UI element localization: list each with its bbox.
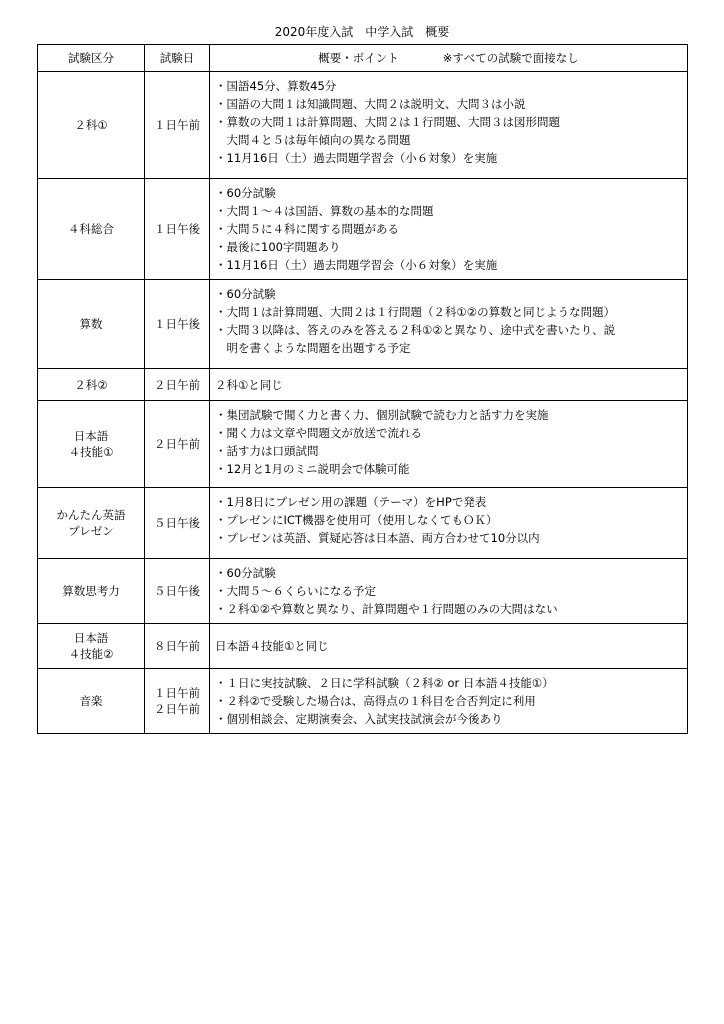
- header-date: 試験日: [145, 45, 210, 72]
- exam-date: [145, 624, 210, 669]
- header-interview-note: ※すべての試験で面接なし: [442, 51, 579, 65]
- header-summary-label: 概要・ポイント: [318, 51, 399, 65]
- exam-category-text: ２科①: [74, 118, 108, 132]
- exam-details: [210, 72, 688, 179]
- exam-date: [145, 179, 210, 280]
- detail-line: ・国語45分、算数45分: [215, 79, 337, 93]
- exam-category: [38, 72, 145, 179]
- exam-details: [210, 401, 688, 488]
- exam-category: [38, 624, 145, 669]
- exam-category: [38, 488, 145, 559]
- exam-category-text: ２科②: [74, 377, 108, 392]
- table-row: [38, 72, 688, 179]
- exam-details: [210, 179, 688, 280]
- detail-line: ・算数の大問１は計算問題、大問２は１行問題、大問３は図形問題: [215, 115, 560, 129]
- exam-date: [145, 369, 210, 401]
- table-row: [38, 488, 688, 559]
- detail-line: 明を書くような問題を出題する予定: [215, 341, 411, 355]
- exam-category-text: 算数思考力: [62, 584, 120, 598]
- detail-line: ・集団試験で聞く力と書く力、個別試験で読む力と話す力を実施: [215, 408, 549, 422]
- detail-line: ・60分試験: [215, 186, 276, 200]
- detail-line: ・11月16日（土）過去問題学習会（小６対象）を実施: [215, 151, 498, 165]
- detail-line: ・大問１～４は国語、算数の基本的な問題: [215, 204, 434, 218]
- detail-line: ・最後に100字問題あり: [215, 240, 341, 254]
- exam-details: [210, 369, 688, 401]
- detail-line: ・個別相談会、定期演奏会、入試実技試演会が今後あり: [215, 712, 503, 726]
- exam-category: [38, 669, 145, 734]
- detail-line: ・60分試験: [215, 287, 276, 301]
- detail-line: 大問４と５は毎年傾向の異なる問題: [215, 133, 411, 147]
- exam-date-text: ２日午前: [154, 702, 200, 716]
- exam-details: [210, 559, 688, 624]
- table-row: [38, 669, 688, 734]
- exam-category-text: 日本語: [73, 631, 109, 645]
- detail-line: ・話す力は口頭試問: [215, 444, 319, 458]
- exam-details: [210, 669, 688, 734]
- exam-date: [145, 72, 210, 179]
- exam-category-text: 日本語: [73, 429, 109, 443]
- table-header-row: [38, 45, 688, 72]
- exam-date: [145, 669, 210, 734]
- exam-category-text: かんたん英語: [56, 508, 126, 522]
- exam-date: [145, 401, 210, 488]
- detail-line: ・60分試験: [215, 566, 276, 580]
- table-row: [38, 369, 688, 401]
- detail-line: ２科①と同じ: [215, 377, 283, 392]
- table-row: [38, 179, 688, 280]
- exam-details: [210, 280, 688, 369]
- exam-category: [38, 179, 145, 280]
- exam-date-text: ８日午前: [154, 639, 200, 653]
- exam-date-text: １日午後: [154, 222, 200, 236]
- detail-line: ・２科①②や算数と異なり、計算問題や１行問題のみの大問はない: [215, 602, 558, 616]
- detail-line: ・大問１は計算問題、大問２は１行問題（２科①②の算数と同じような問題）: [215, 305, 616, 319]
- detail-line: ・大問５に４科に関する問題がある: [215, 222, 399, 236]
- table-body: [38, 72, 688, 734]
- table-row: [38, 401, 688, 488]
- detail-line: ・プレゼンにICT機器を使用可（使用しなくてもＯＫ）: [215, 513, 498, 527]
- exam-date: [145, 559, 210, 624]
- exam-date-text: ２日午前: [154, 377, 200, 392]
- document-title: 2020年度入試 中学入試 概要: [274, 25, 450, 39]
- exam-category-text: ４科総合: [68, 222, 114, 236]
- exam-category-text: ４技能①: [68, 445, 114, 459]
- header-summary: [210, 45, 688, 72]
- exam-details: [210, 488, 688, 559]
- exam-category: [38, 369, 145, 401]
- exam-category-text: プレゼン: [68, 524, 114, 538]
- detail-line: ・大問５～６くらいになる予定: [215, 584, 376, 598]
- exam-category-text: 算数: [79, 317, 103, 331]
- detail-line: ・大問３以降は、答えのみを答える２科①②と異なり、途中式を書いたり、説: [215, 323, 616, 337]
- exam-date-text: １日午前: [154, 118, 200, 132]
- exam-date: [145, 280, 210, 369]
- table-row: [38, 280, 688, 369]
- header-category: 試験区分: [38, 45, 145, 72]
- exam-date: [145, 488, 210, 559]
- exam-category: [38, 401, 145, 488]
- exam-details: [210, 624, 688, 669]
- exam-date-text: ５日午後: [154, 584, 200, 598]
- exam-date-text: １日午後: [154, 317, 200, 331]
- detail-line: ・12月と1月のミニ説明会で体験可能: [215, 462, 410, 476]
- detail-line: ・聞く力は文章や問題文が放送で流れる: [215, 426, 422, 440]
- exam-category: [38, 280, 145, 369]
- exam-date-text: ２日午前: [154, 437, 200, 451]
- detail-line: ・1月8日にプレゼン用の課題（テーマ）をHPで発表: [215, 495, 487, 509]
- exam-date-text: ５日午後: [154, 516, 200, 530]
- exam-overview-table: [37, 44, 688, 734]
- exam-category: [38, 559, 145, 624]
- table-row: [38, 559, 688, 624]
- exam-category-text: 音楽: [79, 694, 103, 708]
- detail-line: ・11月16日（土）過去問題学習会（小６対象）を実施: [215, 258, 498, 272]
- detail-line: ・国語の大問１は知識問題、大問２は説明文、大問３は小説: [215, 97, 526, 111]
- detail-line: 日本語４技能①と同じ: [215, 639, 329, 653]
- table-row: [38, 624, 688, 669]
- detail-line: ・２科②で受験した場合は、高得点の１科目を合否判定に利用: [215, 694, 536, 708]
- detail-line: ・プレゼンは英語、質疑応答は日本語、両方合わせて10分以内: [215, 531, 540, 545]
- exam-category-text: ４技能②: [68, 647, 114, 661]
- exam-date-text: １日午前: [154, 686, 200, 700]
- detail-line: ・１日に実技試験、２日に学科試験（２科② or 日本語４技能①）: [215, 676, 554, 690]
